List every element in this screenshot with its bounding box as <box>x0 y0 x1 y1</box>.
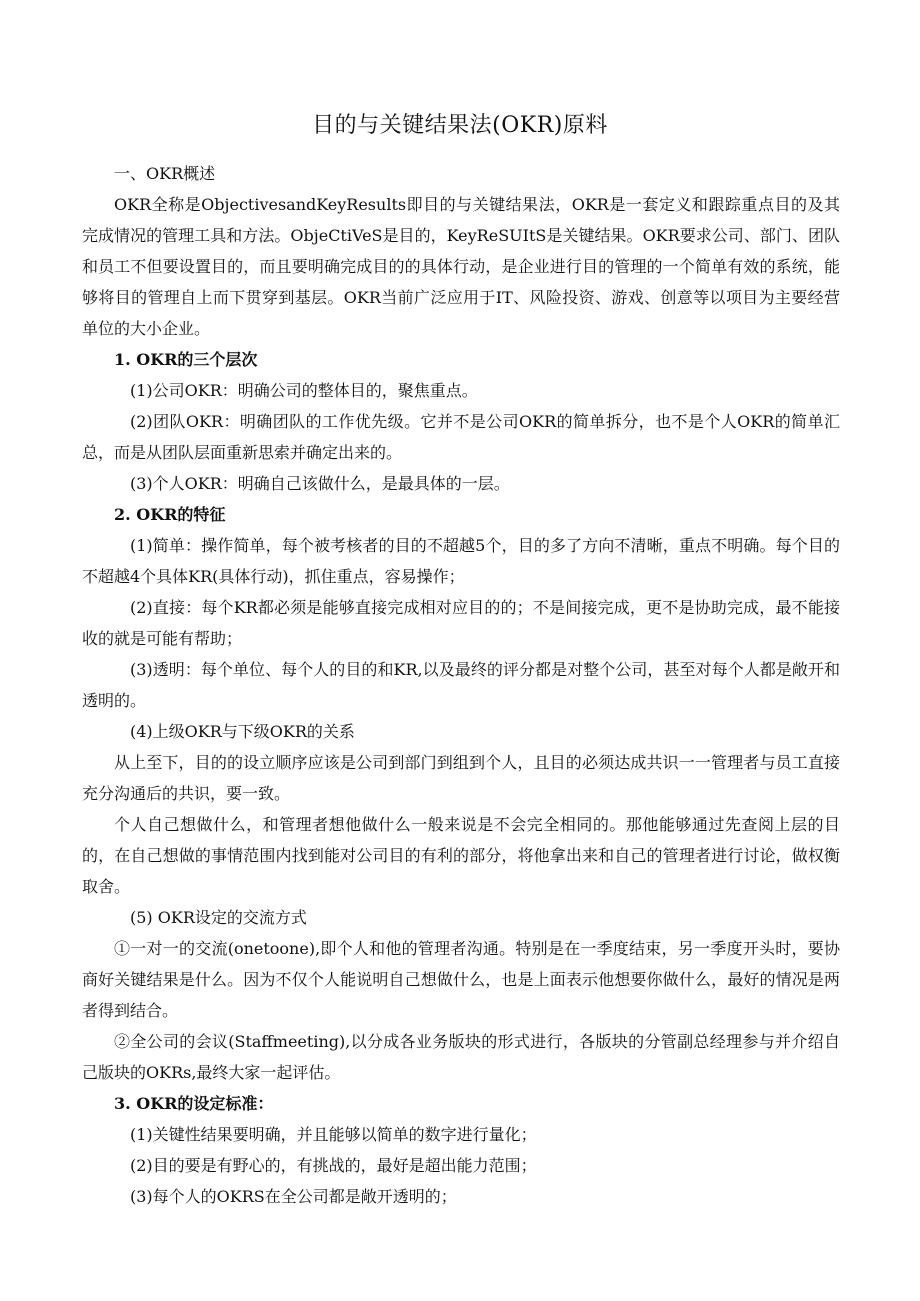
standards-item: (3)每个人的OKRS在全公司都是敞开透明的； <box>130 1187 457 1206</box>
features-item: (2)直接：每个KR都必须是能够直接完成相对应目的的；不是间接完成，更不是协助完成，最不能接收的就是可能有帮助； <box>82 598 840 648</box>
standards-item: (1)关键性结果要明确，并且能够以简单的数字进行量化； <box>130 1125 537 1144</box>
individual-paragraph: 个人自己想做什么，和管理者想他做什么一般来说是不会完全相同的。那他能够通过先查阅上层的目的，在自己想做的事情范围内找到能对公司目的有利的部分，将他拿出来和自己的管理者进行讨论，做权衡取舍。 <box>82 815 840 896</box>
subsection-heading-standards: 3. OKR的设定标准： <box>114 1094 274 1113</box>
subsection-heading-features: 2. OKR的特征 <box>114 505 226 524</box>
document-body <box>82 158 840 1212</box>
features-item: (3)透明：每个单位、每个人的目的和KR,以及最终的评分都是对整个公司，甚至对每个人都是敞开和透明的。 <box>82 660 840 710</box>
levels-item: (1)公司OKR：明确公司的整体目的，聚焦重点。 <box>130 381 478 400</box>
intro-paragraph: OKR全称是ObjectivesandKeyResults即目的与关键结果法，OKR是一套定义和跟踪重点目的及其完成情况的管理工具和方法。ObjeCtiVeS是目的，KeyReSUItS是关键结果。OKR要求公司、部门、团队和员工不但要设置目的，而且要明确完成目的的具体行动，是企业进行目的管理的一个简单有效的系统，能够将目的管理自上而下贯穿到基层。OKR当前广泛应用于IT、风险投资、游戏、创意等以项目为主要经营单位的大小企业。 <box>82 195 840 338</box>
standards-item: (2)目的要是有野心的，有挑战的，最好是超出能力范围； <box>130 1156 537 1175</box>
document-title: 目的与关键结果法(OKR)原料 <box>312 113 608 138</box>
communication-item: ①一对一的交流(onetoone),即个人和他的管理者沟通。特别是在一季度结束，另一季度开头时，要协商好关键结果是什么。因为不仅个人能说明自己想做什么，也是上面表示他想要你做什么，最好的情况是两者得到结合。 <box>82 939 840 1020</box>
levels-item: (3)个人OKR：明确自己该做什么，是最具体的一层。 <box>130 474 510 493</box>
levels-item: (2)团队OKR：明确团队的工作优先级。它并不是公司OKR的简单拆分，也不是个人OKR的简单汇总，而是从团队层面重新思索并确定出来的。 <box>82 412 840 462</box>
communication-item: ②全公司的会议(Staffmeeting),以分成各业务版块的形式进行，各版块的分管副总经理参与并介绍自己版块的OKRs,最终大家一起评估。 <box>82 1032 840 1082</box>
subsection-heading-levels: 1. OKR的三个层次 <box>114 350 258 369</box>
features-item: (1)简单：操作简单，每个被考核者的目的不超越5个，目的多了方向不清晰，重点不明确。每个目的不超越4个具体KR(具体行动)，抓住重点，容易操作； <box>82 536 840 586</box>
features-item: (4)上级OKR与下级OKR的关系 <box>130 722 355 741</box>
communication-heading: (5) OKR设定的交流方式 <box>130 908 307 927</box>
top-down-paragraph: 从上至下，目的的设立顺序应该是公司到部门到组到个人，且目的必须达成共识一一管理者与员工直接充分沟通后的共识，要一致。 <box>82 753 840 803</box>
section-heading: 一、OKR概述 <box>114 164 216 183</box>
